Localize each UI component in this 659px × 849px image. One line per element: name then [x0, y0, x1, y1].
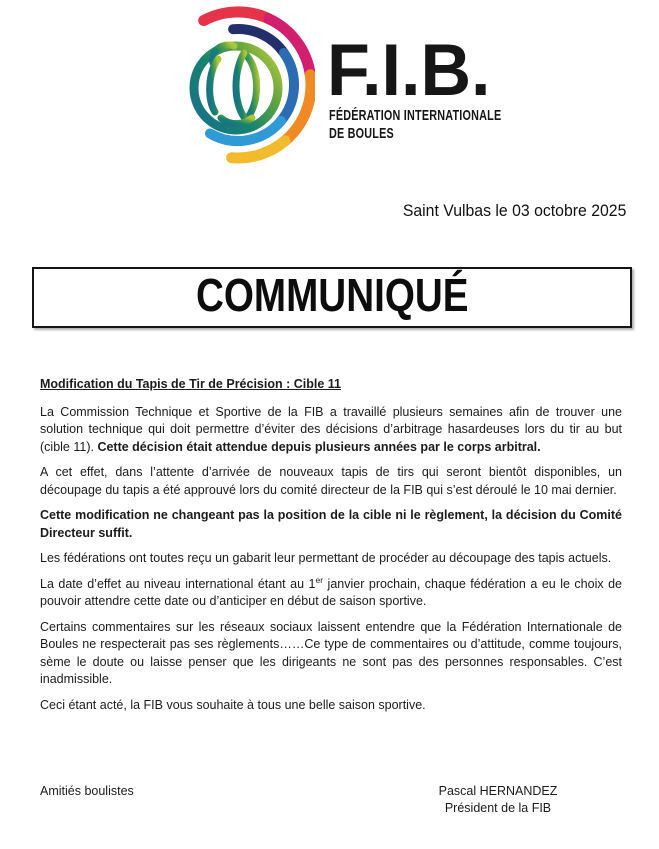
communique-banner [32, 267, 632, 328]
logo-org-line1: FÉDÉRATION INTERNATIONALE [329, 107, 502, 124]
paragraph: La Commission Technique et Sportive de la FIB a travaillé plusieurs semaines afin de trouver une solution technique qui doit permettre d’éviter des décisions d’arbitrage hasardeuses lors du tir au but (cible 11). Cette décision était attendue depuis plusieurs années par le corps arbitral. [40, 404, 622, 454]
dateline: Saint Vulbas le 03 octobre 2025 [402, 201, 626, 220]
document-heading: Modification du Tapis de Tir de Précision : Cible 11 [40, 377, 341, 391]
fib-logo [183, 6, 315, 169]
closing-salutation: Amitiés boulistes [40, 784, 134, 798]
paragraph: Cette modification ne changeant pas la position de la cible ni le règlement, la décision du Comité Directeur suffit. [40, 508, 622, 540]
logo-acronym: F.I.B. [327, 30, 491, 111]
document-body [40, 376, 622, 722]
fib-logo-icon [183, 6, 315, 164]
paragraph: A cet effet, dans l’attente d’arrivée de nouveaux tapis de tirs qui seront bientôt disponibles, un découpage du tapis a été approuvé lors du comité directeur de la FIB qui s’est déroulé le 10 mai dernier. [40, 465, 622, 497]
paragraph: La date d’effet au niveau international étant au 1er janvier prochain, chaque fédération a eu le choix de pouvoir attendre cette date ou d’anticiper en début de saison sportive. [40, 574, 623, 608]
logo-boule-icon [194, 45, 278, 130]
paragraph: Les fédérations ont toutes reçu un gabarit leur permettant de procéder au découpage des tapis actuels. [40, 551, 612, 565]
banner-title: COMMUNIQUÉ [195, 269, 469, 321]
signature-block [418, 783, 578, 817]
signature-name: Pascal HERNANDEZ [438, 784, 558, 798]
logo-org-line2: DE BOULES [329, 125, 394, 142]
paragraphs [40, 404, 622, 715]
signature-title: Président de la FIB [444, 801, 552, 815]
paragraph: Ceci étant acté, la FIB vous souhaite à tous une belle saison sportive. [40, 697, 426, 712]
paragraph: Certains commentaires sur les réseaux sociaux laissent entendre que la Fédération Internationale de Boules ne respecterait pas ses règlements……Ce type de commentaires ou d’attitude, comme toujours, sème le doute ou laisse penser que les dirigeants ne sont pas des personnes responsables. C’est inadmissible. [40, 619, 622, 686]
